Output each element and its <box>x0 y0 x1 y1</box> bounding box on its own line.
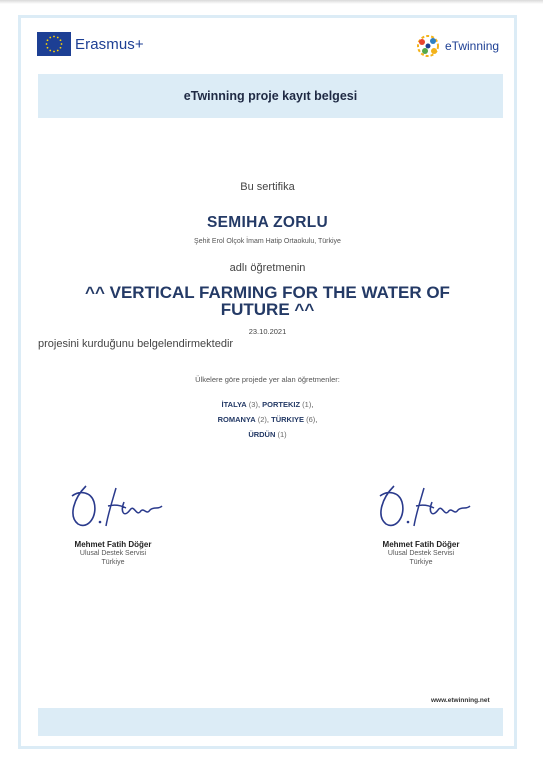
country-item: ROMANYA (2), <box>217 415 270 424</box>
signer-name: Mehmet Fatih Döğer <box>382 540 460 549</box>
signer-organization: Ulusal Destek Servisi <box>387 550 455 557</box>
country-item: TÜRKIYE (6), <box>271 415 318 424</box>
certificate <box>18 15 517 749</box>
project-date: 23.10.2021 <box>248 327 287 336</box>
certificate-title: eTwinning proje kayıt belgesi <box>183 89 358 103</box>
signature-block-left <box>43 476 183 567</box>
etwinning-logo-text: eTwinning <box>445 39 500 53</box>
title-band <box>38 74 503 118</box>
signer-country: Türkiye <box>409 559 433 566</box>
country-item: İTALYA (3), <box>221 400 261 409</box>
teacher-name: SEMIHA ZORLU <box>207 214 328 231</box>
intro-text: Bu sertifika <box>240 181 295 193</box>
teacher-suffix: adlı öğretmenin <box>229 262 306 274</box>
signature-block-right <box>351 476 491 567</box>
eu-flag-icon <box>37 32 71 56</box>
website-link[interactable]: www.etwinning.net <box>431 697 490 704</box>
country-item: ÜRDÜN (1) <box>248 430 287 439</box>
etwinning-logo-icon <box>411 32 445 60</box>
country-item: PORTEKIZ (1), <box>262 400 314 409</box>
signer-country: Türkiye <box>101 559 125 566</box>
signature-icon <box>58 476 168 536</box>
statement-text: projesini kurduğunu belgelendirmektedir <box>38 338 234 350</box>
countries-list <box>151 397 384 442</box>
countries-heading: Ülkelere göre projede yer alan öğretmenler: <box>195 375 340 384</box>
signer-name: Mehmet Fatih Döğer <box>74 540 152 549</box>
bottom-band <box>38 708 503 736</box>
page-edge-shadow <box>0 0 543 4</box>
erasmus-logo-text: Erasmus+ <box>75 36 144 53</box>
teacher-school: Şehit Erol Olçok İmam Hatip Ortaokulu, Türkiye <box>194 238 341 245</box>
project-title: ^^ VERTICAL FARMING FOR THE WATER OF FUTURE ^^ <box>85 283 450 319</box>
signer-organization: Ulusal Destek Servisi <box>79 550 147 557</box>
signature-icon <box>366 476 476 536</box>
